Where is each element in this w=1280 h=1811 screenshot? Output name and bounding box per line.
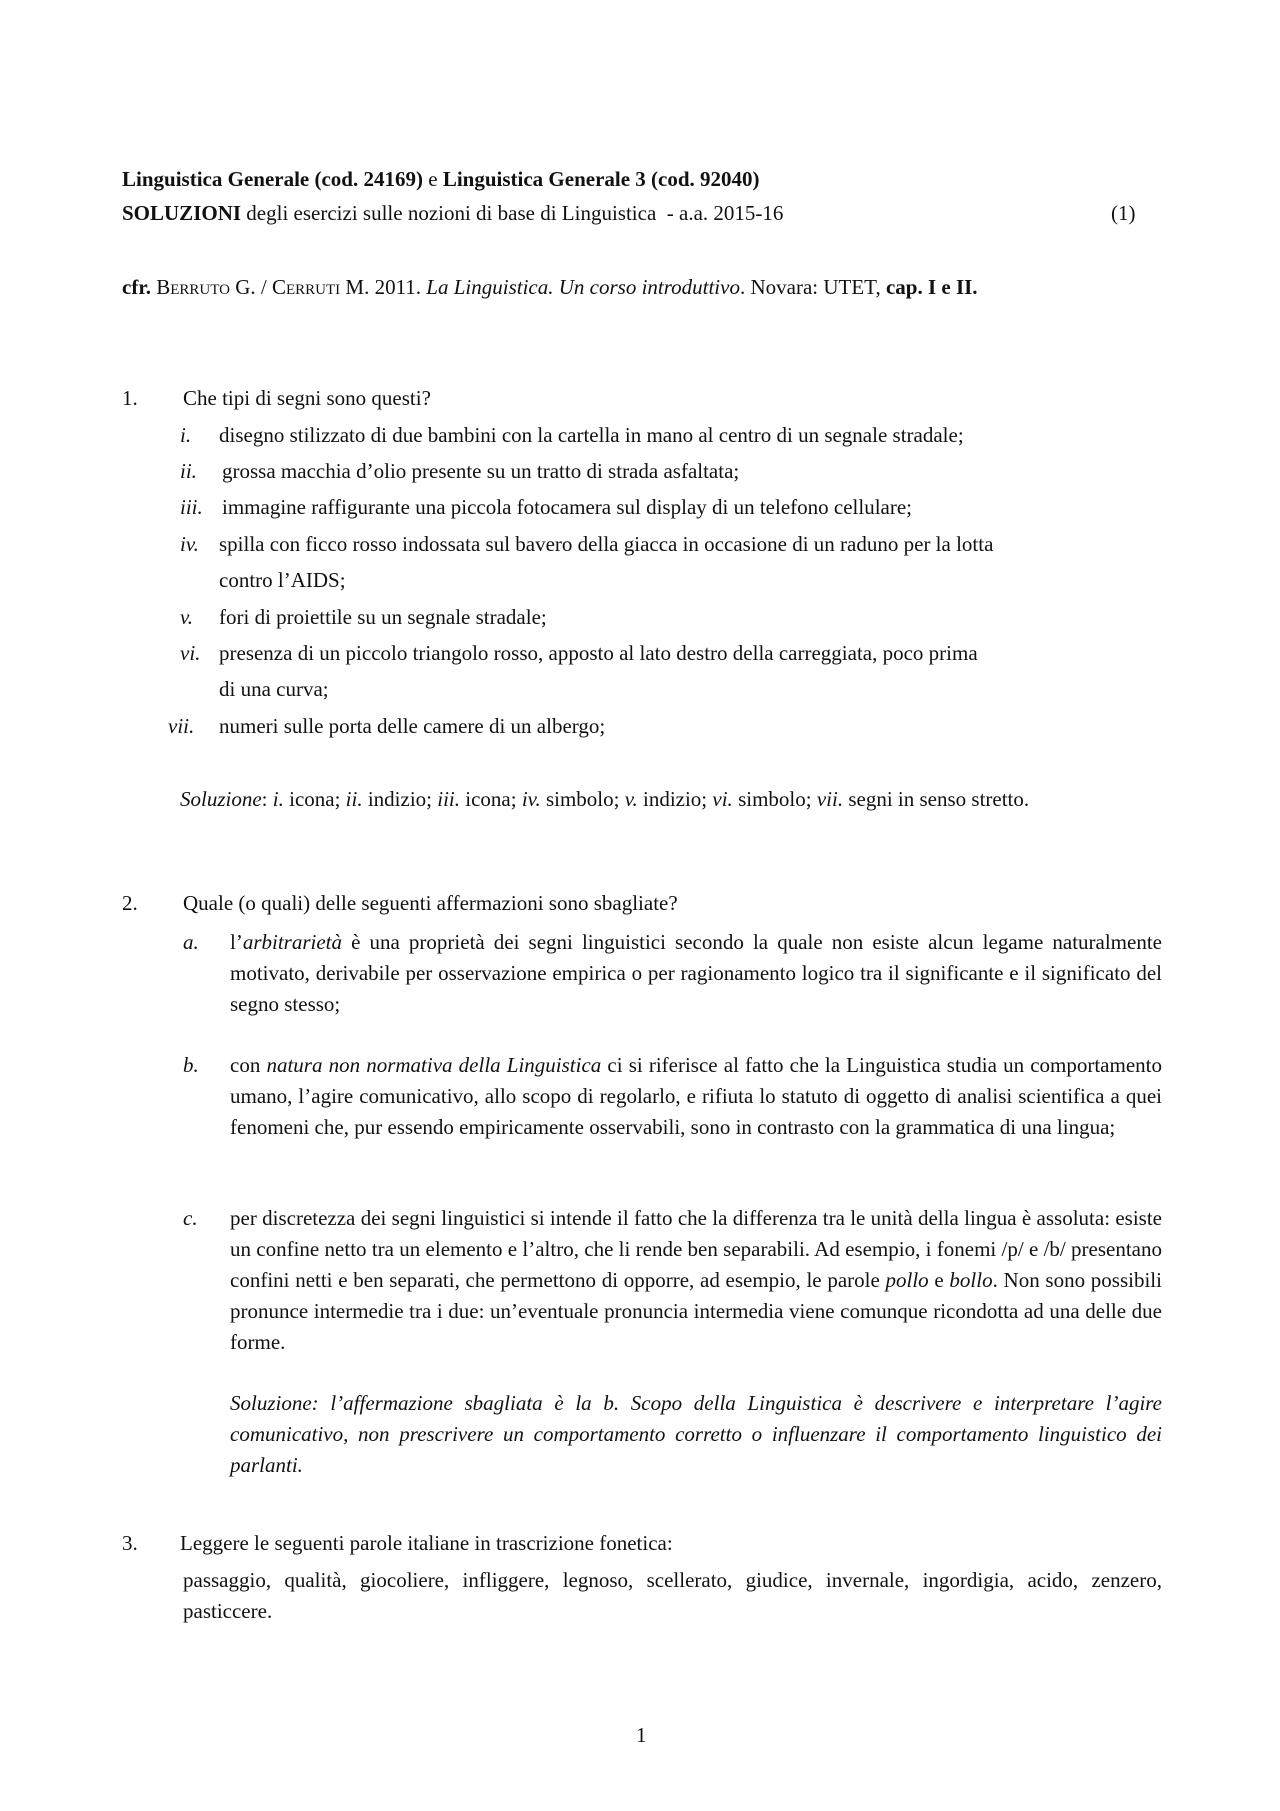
list-item-label: iii.	[180, 495, 203, 519]
question-text: Che tipi di segni sono questi?	[183, 386, 431, 410]
question-number: 1.	[122, 386, 138, 410]
list-item-label: vi.	[180, 641, 201, 665]
list-item: numeri sulle porta delle camere di un albergo;	[219, 714, 606, 738]
list-item: immagine raffigurante una piccola fotocamera sul display di un telefono cellulare;	[222, 495, 913, 519]
list-item: grossa macchia d’olio presente su un tratto di strada asfaltata;	[222, 459, 740, 483]
list-item-label: iv.	[180, 532, 199, 556]
question-text: Leggere le seguenti parole italiane in trascrizione fonetica:	[180, 1531, 673, 1555]
solution-2: Soluzione: l’affermazione sbagliata è la b. Scopo della Linguistica è descrivere e interpretare l’agire comunicativo, non prescrivere un comportamento corretto o influenzare il comportamento linguistico dei parlanti.	[230, 1391, 1162, 1477]
list-item: presenza di un piccolo triangolo rosso, apposto al lato destro della carreggiata, poco prima	[219, 641, 978, 665]
list-item: fori di proiettile su un segnale stradale;	[219, 605, 547, 629]
document-subtitle: SOLUZIONI degli esercizi sulle nozioni di base di Linguistica - a.a. 2015-16	[122, 201, 784, 225]
list-item-continuation: contro l’AIDS;	[219, 568, 346, 592]
sheet-number: (1)	[1111, 201, 1136, 225]
list-item: spilla con ficco rosso indossata sul bavero della giacca in occasione di un raduno per la lotta	[219, 532, 994, 556]
list-item-label: v.	[180, 605, 194, 629]
word-list: passaggio, qualità, giocoliere, infliggere, legnoso, scellerato, giudice, invernale, ingordigia, acido, zenzero, pasticcere.	[183, 1568, 1162, 1623]
list-item-label: ii.	[180, 459, 197, 483]
solution-1: Soluzione: i. icona; ii. indizio; iii. icona; iv. simbolo; v. indizio; vi. simbolo; vii. segni in senso stretto.	[180, 787, 1030, 811]
list-item-label: i.	[180, 423, 192, 447]
course-title: Linguistica Generale (cod. 24169) e Linguistica Generale 3 (cod. 92040)	[122, 167, 760, 191]
option-label: b.	[183, 1053, 199, 1077]
question-number: 3.	[122, 1531, 138, 1555]
list-item-label: vii.	[168, 714, 195, 738]
option-c: per discretezza dei segni linguistici si intende il fatto che la differenza tra le unità della lingua è assoluta: esiste un confine netto tra un elemento e l’altro, che li rende ben separabili. Ad esempio, i fonemi /p/ e /b/ presentano confini netti e ben separati, che permettono di opporre, ad esempio, le parole pollo e bollo. Non sono possibili pronunce intermedie tra i due: un’eventuale pronuncia intermedia viene comunque ricondotta ad una delle due forme.	[230, 1206, 1162, 1354]
option-b: con natura non normativa della Linguistica ci si riferisce al fatto che la Linguistica studia un comportamento umano, l’agire comunicativo, allo scopo di regolarlo, e rifiuta lo statuto di oggetto di analisi scientifica a quei fenomeni che, pur essendo empiricamente osservabili, sono in contrasto con la grammatica di una lingua;	[230, 1053, 1162, 1139]
page-number: 1	[636, 1723, 647, 1747]
list-item-continuation: di una curva;	[219, 677, 329, 701]
option-a: l’arbitrarietà è una proprietà dei segni linguistici secondo la quale non esiste alcun legame naturalmente motivato, derivabile per osservazione empirica o per ragionamento logico tra il significante e il significato del segno stesso;	[230, 930, 1162, 1016]
question-text: Quale (o quali) delle seguenti affermazioni sono sbagliate?	[183, 891, 678, 915]
question-number: 2.	[122, 891, 138, 915]
list-item: disegno stilizzato di due bambini con la cartella in mano al centro di un segnale stradale;	[219, 423, 964, 447]
option-label: a.	[183, 930, 199, 954]
option-label: c.	[183, 1206, 198, 1230]
bibliographic-reference: cfr. Berruto G. / Cerruti M. 2011. La Linguistica. Un corso introduttivo. Novara: UTET, cap. I e II.	[122, 275, 978, 299]
